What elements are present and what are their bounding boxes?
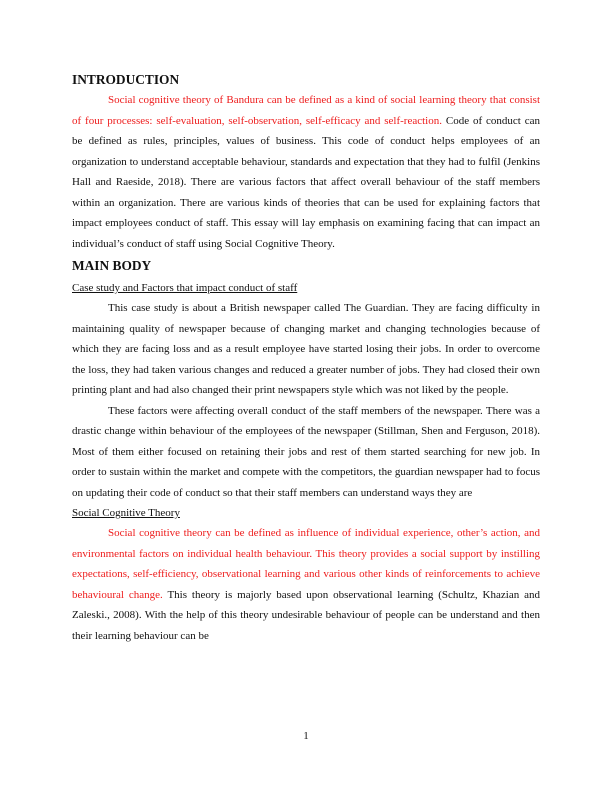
case-study-heading: Case study and Factors that impact conduct of staff xyxy=(72,282,298,294)
social-cognitive-theory-paragraph xyxy=(72,523,540,646)
case-study-paragraph-1: This case study is about a British newspaper called The Guardian. They are facing difficulty in maintaining quality of newspaper because of changing market and changing technologies because of which they are facing loss and as a result employee have started losing their jobs. In order to overcome the loss, they had taken various changes and reduced a greater number of jobs. They had closed their own printing plant and had also changed their print newspapers style which was not liked by the people. xyxy=(72,302,540,396)
sct-red-text: Social cognitive theory can be defined as influence of individual experience, other’s action, and environmental factors on individual health behaviour. This theory provides a social support by instilling expectations, self-efficiency, observational learning and various other kinds of reinforcements to achieve behavioural change. xyxy=(72,527,540,601)
introduction-red-text: Social cognitive theory of Bandura can be defined as a kind of social learning theory that consist of four processes: self-evaluation, self-observation, self-efficacy and self-reaction. xyxy=(72,94,540,127)
social-cognitive-theory-heading: Social Cognitive Theory xyxy=(72,507,180,519)
introduction-body-text: Code of conduct can be defined as rules, principles, values of business. This code of conduct helps employees of an organization to understand acceptable behaviour, standards and expectation that they had to fulfil (Jenkins Hall and Raeside, 2018). There are various factors that affect overall behaviour of the staff members within an organization. There are various kinds of theories that can be used for explaining factors that impact employees conduct of staff. This essay will lay emphasis on examining facing that can impact an individual’s conduct of staff using Social Cognitive Theory. xyxy=(72,114,540,250)
sct-body-text: This theory is majorly based upon observational learning (Schultz, Khazian and Zaleski., 2008). With the help of this theory undesirable behaviour of people can be understand and then their learning behaviour can be xyxy=(72,588,540,642)
introduction-paragraph xyxy=(72,90,540,254)
main-body-heading: MAIN BODY xyxy=(72,258,152,273)
case-study-paragraph-2: These factors were affecting overall conduct of the staff members of the newspaper. There was a drastic change within behaviour of the employees of the newspaper (Stillman, Shen and Ferguson, 2018). Most of them either focused on retaining their jobs and rest of them started searching for new job. In order to sustain within the market and compete with the competitors, the guardian newspaper had to focus on updating their code of conduct so that their staff members can understand ways they are xyxy=(72,404,540,499)
document-page xyxy=(72,70,540,646)
page-number: 1 xyxy=(303,730,309,742)
introduction-heading: INTRODUCTION xyxy=(72,72,180,87)
